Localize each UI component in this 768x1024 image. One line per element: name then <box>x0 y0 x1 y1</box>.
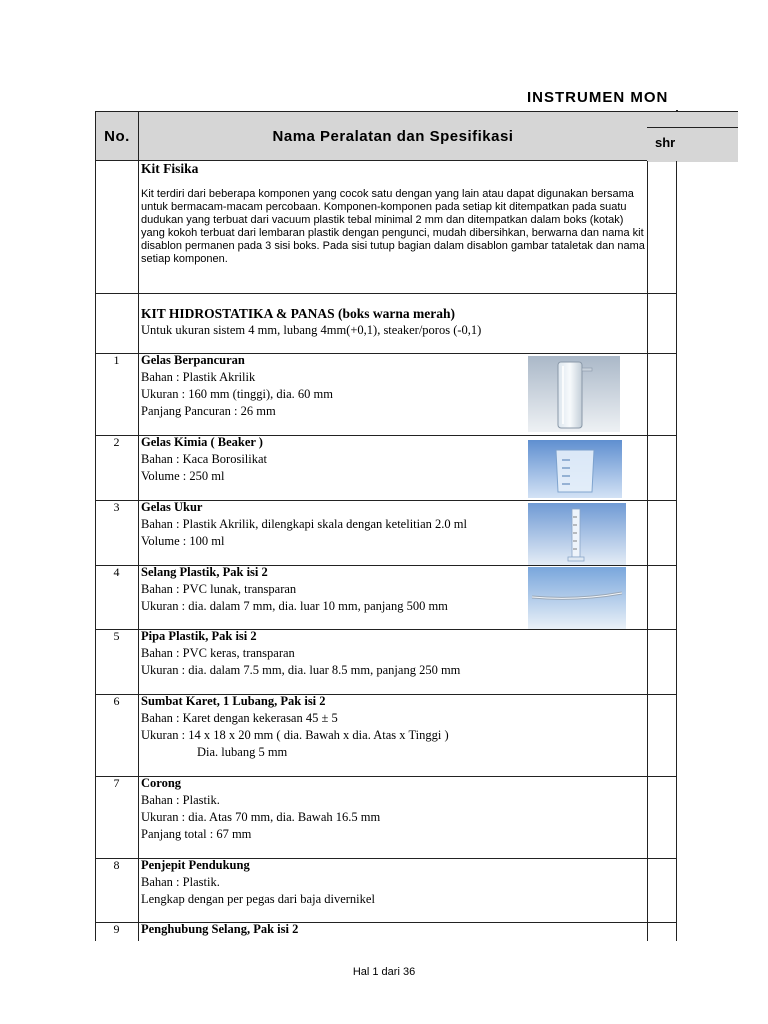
item-spec: Panjang total : 67 mm <box>141 827 252 841</box>
kit-fisika-description: Kit terdiri dari beberapa komponen yang cocok satu dengan yang lain atau dapat digunakan bersama untuk bermacam-macam percobaan. Komponen-komponen pada setiap kit ditempatkan pada suatu dudukan yang terbuat dari vacuum plastik tebal minimal 2 mm dan ditempatkan dalam boks (kotak) yang kokoh terbuat dari lembaran plastik dengan pengunci, mudah dibersihkan, berwarna dan nama kit disablon permanen pada 3 sisi boks. Pada sisi tutup bagian dalam disablon gambar tataletak dan nama setiap komponen. <box>141 188 645 265</box>
kit-hidro-cell <box>141 305 646 339</box>
item-photo-selang-plastik <box>528 567 626 629</box>
item-name: Penjepit Pendukung <box>141 858 250 872</box>
kit-hidro-subtitle: Untuk ukuran sistem 4 mm, lubang 4mm(+0,1), steaker/poros (-0,1) <box>141 323 482 337</box>
header-extra-label: shr <box>655 135 676 150</box>
kit-fisika-cell <box>141 160 646 266</box>
item-no: 1 <box>113 353 120 367</box>
item-photo-gelas-ukur <box>528 503 626 565</box>
kit-fisika-title: Kit Fisika <box>141 161 199 176</box>
item-no: 3 <box>113 500 120 514</box>
item-no: 5 <box>113 629 120 643</box>
item-spec: Ukuran : dia. dalam 7.5 mm, dia. luar 8.5 mm, panjang 250 mm <box>141 663 461 677</box>
kit-hidro-title: KIT HIDROSTATIKA & PANAS (boks warna merah) <box>141 306 456 321</box>
item-no: 8 <box>113 858 120 872</box>
item-photo-beaker <box>528 440 622 498</box>
item-spec: Ukuran : dia. dalam 7 mm, dia. luar 10 mm, panjang 500 mm <box>141 599 448 613</box>
header-extra <box>647 111 738 162</box>
item-spec: Bahan : PVC lunak, transparan <box>141 582 297 596</box>
item-cell <box>141 921 646 938</box>
item-name: Pipa Plastik, Pak isi 2 <box>141 629 257 643</box>
document-title: INSTRUMEN MON <box>527 89 669 106</box>
item-cell <box>141 693 646 761</box>
item-spec: Bahan : PVC keras, transparan <box>141 646 295 660</box>
item-spec: Bahan : Karet dengan kekerasan 45 ± 5 <box>141 711 338 725</box>
item-name: Corong <box>141 776 182 790</box>
grid-line-left <box>95 161 96 941</box>
item-spec: Bahan : Plastik. <box>141 875 220 889</box>
grid-line-no <box>138 161 139 941</box>
item-photo-gelas-berpancuran <box>528 356 620 432</box>
item-spec: Ukuran : 14 x 18 x 20 mm ( dia. Bawah x dia. Atas x Tinggi ) <box>141 728 449 742</box>
item-cell <box>141 628 646 679</box>
row-divider <box>95 293 677 294</box>
item-no: 9 <box>113 922 120 936</box>
item-name: Gelas Ukur <box>141 500 203 514</box>
item-spec: Bahan : Kaca Borosilikat <box>141 452 268 466</box>
item-spec: Bahan : Plastik. <box>141 793 220 807</box>
item-spec: Lengkap dengan per pegas dari baja divernikel <box>141 892 375 906</box>
item-spec: Ukuran : 160 mm (tinggi), dia. 60 mm <box>141 387 333 401</box>
item-name: Gelas Berpancuran <box>141 353 245 367</box>
item-no: 2 <box>113 435 120 449</box>
item-spec: Bahan : Plastik Akrilik, dilengkapi skala dengan ketelitian 2.0 ml <box>141 517 467 531</box>
header-no: No. <box>95 111 139 161</box>
item-spec: Volume : 100 ml <box>141 534 225 548</box>
item-cell <box>141 857 646 908</box>
item-no: 7 <box>113 776 120 790</box>
item-name: Penghubung Selang, Pak isi 2 <box>141 922 299 936</box>
item-no: 6 <box>113 694 120 708</box>
item-spec: Panjang Pancuran : 26 mm <box>141 404 276 418</box>
item-cell <box>141 775 646 843</box>
item-name: Sumbat Karet, 1 Lubang, Pak isi 2 <box>141 694 326 708</box>
item-no: 4 <box>113 565 120 579</box>
item-spec: Volume : 250 ml <box>141 469 225 483</box>
header-name: Nama Peralatan dan Spesifikasi <box>138 111 648 161</box>
item-spec: Bahan : Plastik Akrilik <box>141 370 256 384</box>
item-spec: Ukuran : dia. Atas 70 mm, dia. Bawah 16.5 mm <box>141 810 381 824</box>
grid-line-name <box>647 161 648 941</box>
item-name: Gelas Kimia ( Beaker ) <box>141 435 263 449</box>
item-spec: Dia. lubang 5 mm <box>197 745 288 759</box>
grid-line-right <box>676 161 677 941</box>
item-name: Selang Plastik, Pak isi 2 <box>141 565 268 579</box>
page-number: Hal 1 dari 36 <box>352 966 416 978</box>
